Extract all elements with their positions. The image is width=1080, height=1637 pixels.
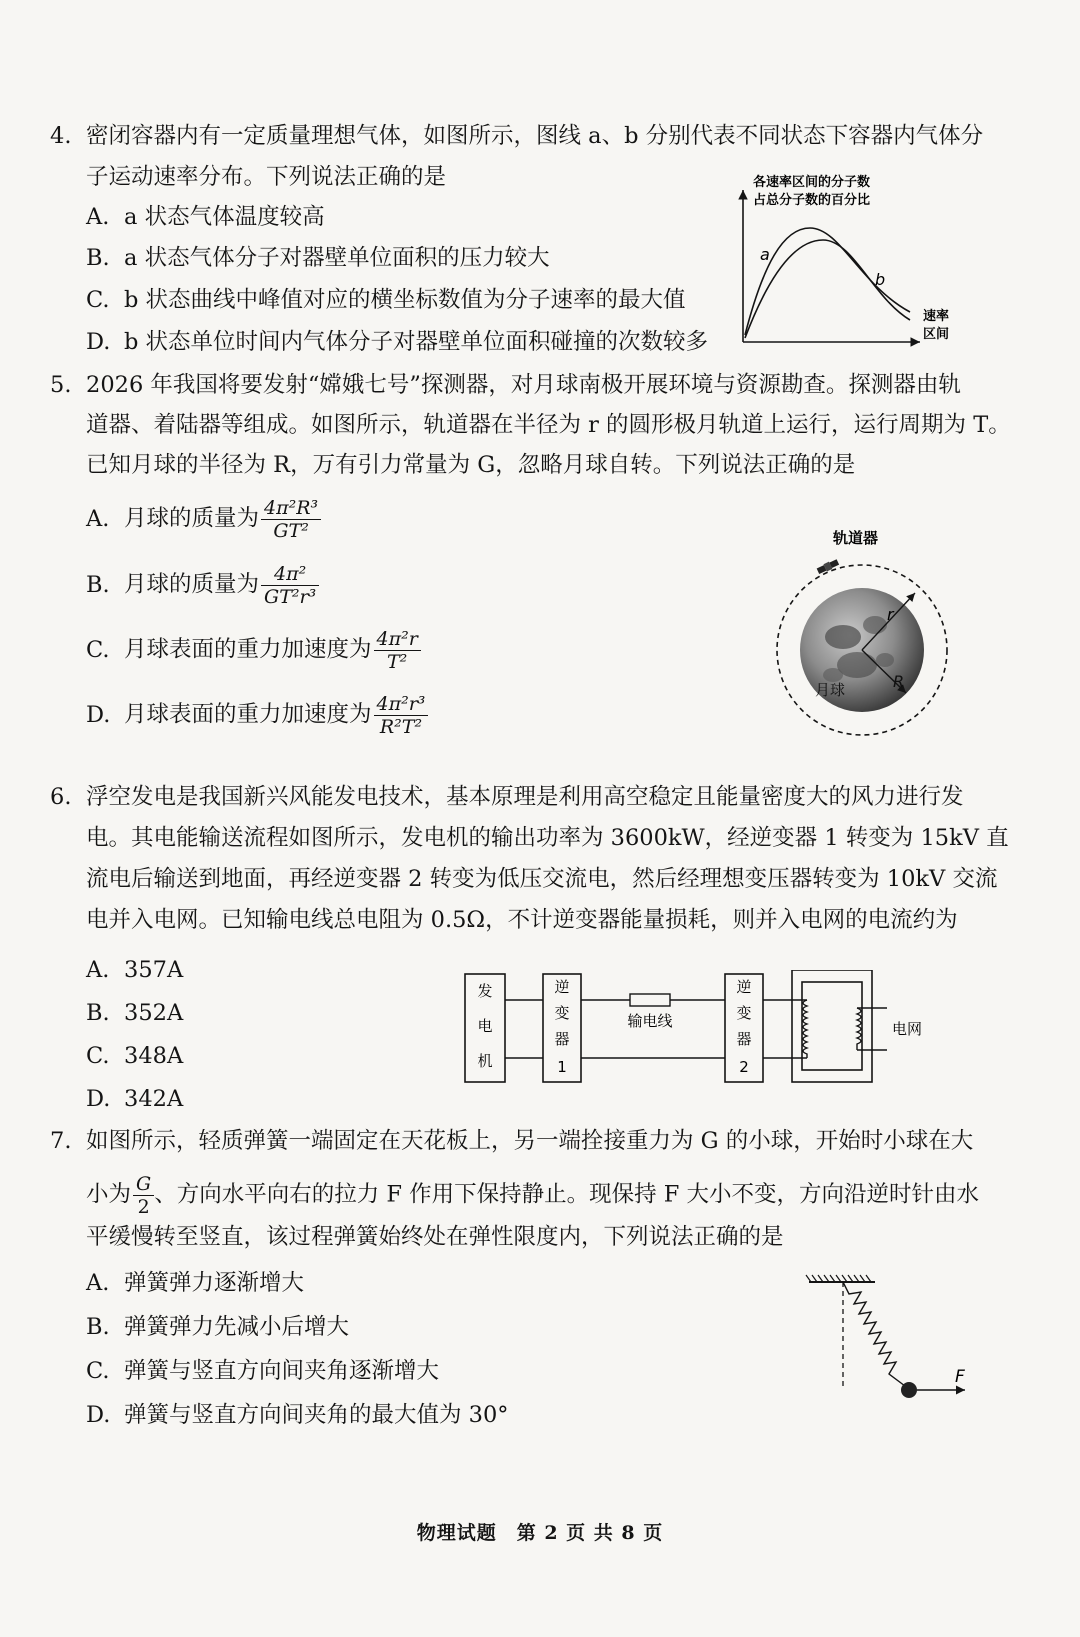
question-text-line: 2026 年我国将要发射“嫦娥七号”探测器，对月球南极开展环境与资源勘查。探测器由轨 [86,372,961,398]
inverter-2-label: 2 [739,1058,749,1076]
option-text: a 状态气体温度较高 [124,204,325,230]
inverter-2-label: 变 [736,1004,752,1022]
option-label: C. [86,1043,110,1069]
generator-label: 发 [477,982,493,1000]
page-footer: 物理试题 第 2 页 共 8 页 [416,1522,664,1544]
question-text-line: 密闭容器内有一定质量理想气体，如图所示，图线 a、b 分别代表不同状态下容器内气体分 [86,123,984,149]
inverter-2-label: 器 [736,1030,752,1048]
r-label: r [887,605,894,624]
fraction [133,1173,154,1218]
fraction-denominator: GT² [273,520,309,542]
generator-label: 机 [477,1052,493,1070]
option-b [86,563,319,608]
fraction-numerator: G [133,1173,154,1196]
question-text-line: 浮空发电是我国新兴风能发电技术，基本原理是利用高空稳定且能量密度大的风力进行发 [86,784,964,810]
curve-b-label: b [875,270,886,289]
moon-crater [863,616,887,634]
question-number: 6. [50,784,72,810]
option-b [86,1312,349,1342]
option-c [86,628,421,673]
option-label: D. [86,1402,111,1428]
orbiter-label: 轨道器 [833,529,879,547]
option-c [86,1356,439,1386]
option-label: A. [86,505,110,532]
R-label: R [893,672,905,691]
x-axis-label: 区间 [923,327,950,342]
fraction-numerator: 4π²r [374,628,421,651]
question-text-line: 子运动速率分布。下列说法正确的是 [86,164,447,190]
inverter-1-label: 变 [554,1004,570,1022]
option-label: B. [86,245,110,271]
option-label: D. [86,329,111,355]
option-a [86,202,325,232]
speed-distribution-figure [735,170,1010,360]
spring [843,1282,905,1386]
y-axis-label: 各速率区间的分子数 [753,175,871,190]
option-label: A. [86,957,110,983]
moon-crater [823,668,843,682]
option-label: D. [86,701,111,728]
question-number: 7. [50,1128,72,1154]
option-d [86,327,708,357]
option-a [86,955,183,985]
option-label: B. [86,571,110,598]
power-transmission-diagram [462,970,982,1085]
x-axis-label: 速率 [923,309,950,324]
line-resistor [630,994,670,1006]
text-segment: 、方向水平向右的拉力 F 作用下保持静止。现保持 F 大小不变，方向沿逆时针由水 [154,1181,980,1208]
fraction [374,628,421,673]
option-text: 弹簧弹力逐渐增大 [124,1270,305,1296]
option-label: A. [86,204,110,230]
inverter-2-label: 逆 [736,978,752,996]
option-text: 弹簧与竖直方向间夹角的最大值为 30° [124,1402,509,1428]
fraction [261,563,319,608]
ceiling [806,1275,875,1282]
option-label: C. [86,1358,110,1384]
inverter-1-label: 逆 [554,978,570,996]
moon-crater [876,653,894,667]
force-label: F [955,1367,965,1387]
option-d [86,1084,183,1114]
inverter-1-label: 器 [554,1030,570,1048]
question-text-line: 电并入电网。已知输电线总电阻为 0.5Ω，不计逆变器能量损耗，则并入电网的电流约为 [86,907,958,933]
option-label: C. [86,287,110,313]
question-text-line: 已知月球的半径为 R，万有引力常量为 G，忽略月球自转。下列说法正确的是 [86,452,856,478]
question-text-line: 道器、着陆器等组成。如图所示，轨道器在半径为 r 的圆形极月轨道上运行，运行周期为 T。 [86,412,1011,438]
option-a [86,497,321,542]
option-d [86,1400,509,1430]
option-b [86,998,183,1028]
option-label: C. [86,636,110,663]
option-c [86,285,686,315]
option-d [86,693,428,738]
option-text: b 状态单位时间内气体分子对器壁单位面积碰撞的次数较多 [124,329,709,355]
question-text-line [86,1173,979,1218]
grid-label: 电网 [892,1020,923,1038]
fraction-numerator: 4π²r³ [374,693,429,716]
moon-crater [837,652,877,678]
y-axis-label: 占总分子数的百分比 [753,193,871,208]
question-text-line: 电。其电能输送流程如图所示，发电机的输出功率为 3600kW，经逆变器 1 转变为 15kV 直 [86,825,1009,851]
option-text: b 状态曲线中峰值对应的横坐标数值为分子速率的最大值 [124,287,686,313]
option-text: 357A [124,957,184,983]
option-label: B. [86,1314,110,1340]
option-text: 月球的质量为 [124,505,260,532]
question-text-line: 流电后输送到地面，再经逆变器 2 转变为低压交流电，然后经理想变压器转变为 10kV 交流 [86,866,998,892]
option-text: 月球表面的重力加速度为 [124,636,372,663]
moon-label: 月球 [815,681,846,699]
ball [901,1382,917,1398]
text-segment: 小为 [86,1181,132,1208]
generator-label: 电 [477,1017,493,1035]
fraction [261,497,321,542]
option-text: 弹簧弹力先减小后增大 [124,1314,350,1340]
fraction-denominator: 2 [137,1196,150,1218]
option-label: B. [86,1000,110,1026]
option-label: A. [86,1270,110,1296]
question-number: 4. [50,123,72,149]
question-text-line: 如图所示，轻质弹簧一端固定在天花板上，另一端拴接重力为 G 的小球，开始时小球在大 [86,1128,974,1154]
inverter-1-label: 1 [557,1058,567,1076]
fraction [374,693,429,738]
question-text-line: 平缓慢转至竖直，该过程弹簧始终处在弹性限度内，下列说法正确的是 [86,1224,784,1250]
option-text: 弹簧与竖直方向间夹角逐渐增大 [124,1358,440,1384]
fraction-denominator: R²T² [379,716,423,738]
fraction-numerator: 4π² [261,563,319,586]
question-number: 5. [50,372,72,398]
option-text: a 状态气体分子对器壁单位面积的压力较大 [124,245,550,271]
fraction-denominator: GT²r³ [264,586,317,608]
moon-orbit-figure [765,525,955,745]
option-text: 348A [124,1043,184,1069]
option-text: 月球表面的重力加速度为 [124,701,372,728]
option-c [86,1041,183,1071]
option-text: 352A [124,1000,184,1026]
fraction-denominator: T² [387,651,408,673]
option-text: 月球的质量为 [124,571,260,598]
fraction-numerator: 4π²R³ [261,497,321,520]
option-b [86,243,550,273]
curve-a-label: a [760,245,770,264]
spring-ball-figure [805,1268,995,1418]
transformer [792,970,872,1082]
option-label: D. [86,1086,111,1112]
moon-crater [825,625,861,649]
option-a [86,1268,304,1298]
wire-label: 输电线 [627,1012,673,1030]
option-text: 342A [124,1086,184,1112]
